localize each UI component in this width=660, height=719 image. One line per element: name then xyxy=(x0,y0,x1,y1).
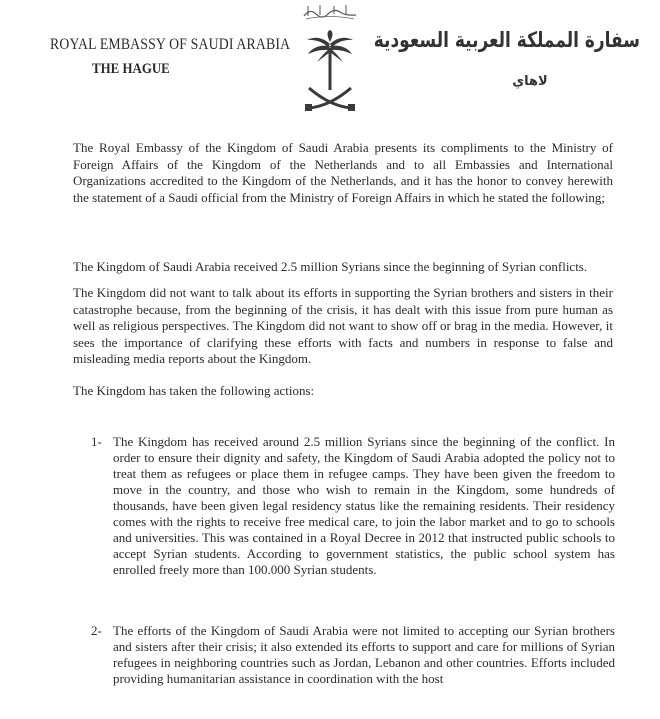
list-item-text: The efforts of the Kingdom of Saudi Arabia were not limited to accepting our Syrian brothers and sisters after their crisis; it also extended its efforts to support and care for millions of Syrian refugees in neighboring countries such as Jordan, Lebanon and other countries. Efforts included providing humanitarian assistance in coordination with the host xyxy=(113,623,615,686)
embassy-city-ar: لاهاي xyxy=(512,74,548,89)
actions-intro: The Kingdom has taken the following actions: xyxy=(73,383,315,398)
list-item-number: 1- xyxy=(91,434,102,449)
embassy-name-ar: سفارة المملكة العربية السعودية xyxy=(373,28,640,53)
list-item-number: 2- xyxy=(91,623,102,638)
letterhead xyxy=(0,0,660,125)
palm-and-crossed-swords-emblem xyxy=(305,30,355,120)
list-item-text: The Kingdom has received around 2.5 million Syrians since the beginning of the conflict. In order to ensure their dignity and safety, the Kingdom of Saudi Arabia adopted the policy not to treat them as refugees or place them in refugee camps. They have been given the freedom to move in the country, and those who wish to remain in the Kingdom, some hundreds of thousands, have been given legal residency status like the remaining residents. Their residency comes with the rights to receive free medical care, to join the labor market and to go to schools and universities. This was contained in a Royal Decree in 2012 that instructed public schools to accept Syrian students. According to government statistics, the public school system has enrolled freely more than 100.000 Syrian students. xyxy=(113,434,615,577)
received-paragraph: The Kingdom of Saudi Arabia received 2.5 million Syrians since the beginning of Syrian conflicts. xyxy=(73,259,588,274)
embassy-name-en: ROYAL EMBASSY OF SAUDI ARABIA xyxy=(50,36,291,53)
basmala-calligraphy xyxy=(300,2,360,22)
embassy-city-en: THE HAGUE xyxy=(92,61,170,77)
intro-paragraph: The Royal Embassy of the Kingdom of Saudi Arabia presents its compliments to the Ministry of Foreign Affairs of the Kingdom of the Netherlands and to all Embassies and International Organizations accredited to the Kingdom of the Netherlands, and it has the honor to convey herewith the statement of a Saudi official from the Ministry of Foreign Affairs in which he stated the following; xyxy=(73,140,613,205)
kingdom-efforts-paragraph: The Kingdom did not want to talk about its efforts in supporting the Syrian brothers and sisters in their catastrophe because, from the beginning of the crisis, it has dealt with this issue from pure human as well as religious perspectives. The Kingdom did not want to show off or brag in the media. However, it sees the importance of clarifying these efforts with facts and numbers in response to false and misleading media reports about the Kingdom. xyxy=(73,285,613,366)
